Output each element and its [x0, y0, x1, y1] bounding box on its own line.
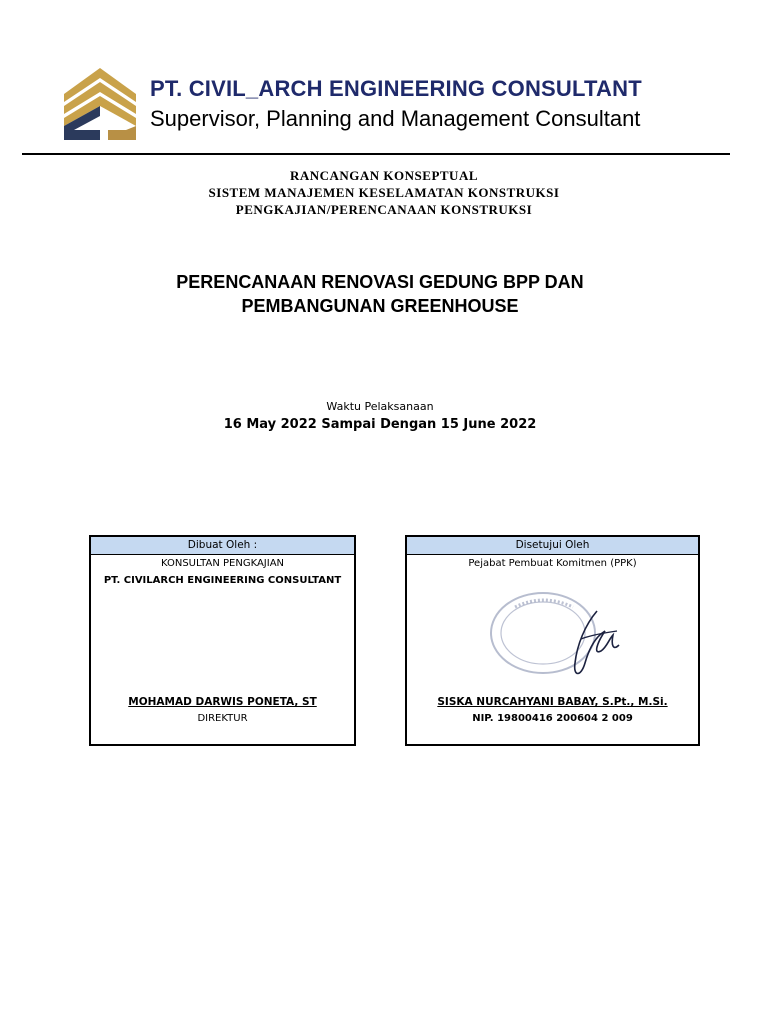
- official-stamp-signature: [485, 585, 635, 685]
- approved-by-nip: NIP. 19800416 200604 2 009: [472, 713, 633, 724]
- approved-by-position: Pejabat Pembuat Komitmen (PPK): [468, 558, 637, 569]
- approved-by-box: [405, 535, 700, 746]
- prepared-by-company: PT. CIVILARCH ENGINEERING CONSULTANT: [103, 575, 342, 586]
- approved-by-name: SISKA NURCAHYANI BABAY, S.Pt., M.Si.: [437, 696, 668, 708]
- prepared-by-role: DIREKTUR: [197, 713, 248, 724]
- period-value: 16 May 2022 Sampai Dengan 15 June 2022: [223, 417, 537, 432]
- company-tagline: Supervisor, Planning and Management Consultant: [150, 106, 641, 131]
- prepared-by-box: [89, 535, 356, 746]
- doc-type-line-2: SISTEM MANAJEMEN KESELAMATAN KONSTRUKSI: [208, 185, 560, 200]
- doc-type-line-1: RANCANGAN KONSEPTUAL: [289, 168, 479, 183]
- doc-type-line-3: PENGKAJIAN/PERENCANAAN KONSTRUKSI: [235, 202, 533, 217]
- period-label: Waktu Pelaksanaan: [326, 400, 434, 413]
- company-logo: [56, 64, 144, 144]
- prepared-by-header: Dibuat Oleh :: [91, 537, 354, 555]
- project-title-line-2: PEMBANGUNAN GREENHOUSE: [241, 296, 519, 316]
- company-name: PT. CIVIL_ARCH ENGINEERING CONSULTANT: [150, 76, 642, 101]
- project-title-line-1: PERENCANAAN RENOVASI GEDUNG BPP DAN: [176, 272, 584, 292]
- prepared-by-name: MOHAMAD DARWIS PONETA, ST: [128, 696, 317, 708]
- prepared-by-unit: KONSULTAN PENGKAJIAN: [160, 558, 285, 569]
- approved-by-header: Disetujui Oleh: [407, 537, 698, 555]
- header-divider: [22, 153, 730, 155]
